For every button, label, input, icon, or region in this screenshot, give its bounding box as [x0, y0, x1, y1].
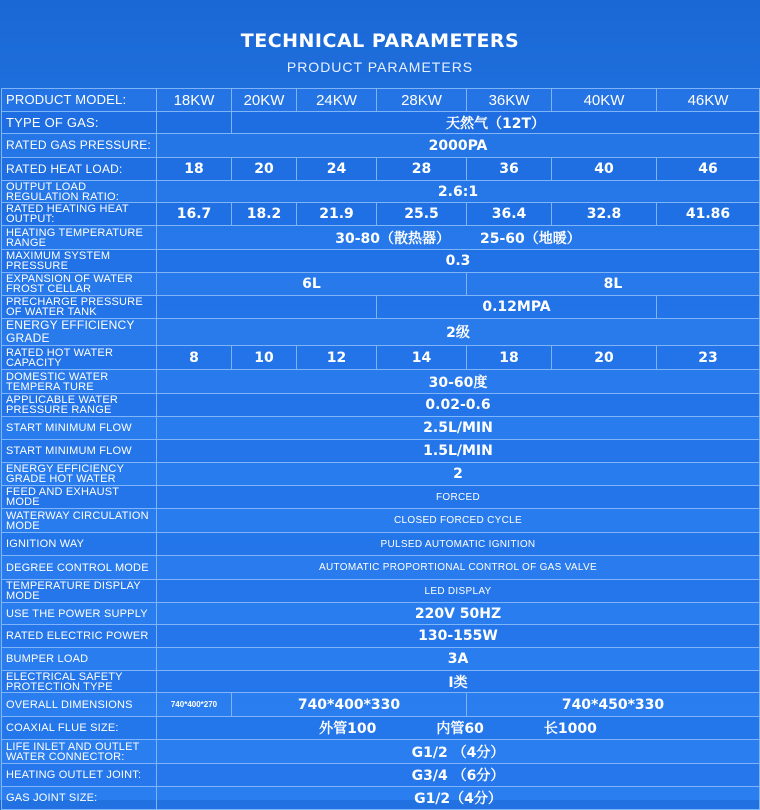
value-cell: 40: [552, 158, 657, 181]
model-cell: 18KW: [157, 89, 232, 112]
value-cell: 36: [467, 158, 552, 181]
table-row: [2, 556, 760, 580]
flue-outer: 外管100: [319, 721, 377, 737]
model-cell: 20KW: [232, 89, 297, 112]
value-cell: 0.12MPA: [377, 296, 657, 319]
value-cell: G1/2 （4分）: [157, 740, 760, 764]
value-cell: 2.6:1: [157, 181, 760, 203]
row-label: TEMPERATURE DISPLAY MODE: [2, 580, 157, 603]
page-header: [0, 0, 760, 88]
value-cell: 30-60度: [157, 370, 760, 394]
value-cell: 8L: [467, 273, 760, 296]
value-cell: 32.8: [552, 203, 657, 226]
table-row: [2, 603, 760, 625]
value-cell: 130-155W: [157, 625, 760, 648]
table-row: [2, 250, 760, 273]
value-cell: 12: [297, 346, 377, 370]
row-label: FEED AND EXHAUST MODE: [2, 486, 157, 509]
value-cell: 25.5: [377, 203, 467, 226]
value-cell: 18.2: [232, 203, 297, 226]
row-label: ENERGY EFFICIENCY GRADE HOT WATER: [2, 463, 157, 486]
row-label: RATED HEAT LOAD:: [2, 158, 157, 181]
value-cell: 20: [232, 158, 297, 181]
row-label: PRODUCT MODEL:: [2, 89, 157, 112]
model-cell: 40KW: [552, 89, 657, 112]
table-row: [2, 226, 760, 250]
value-cell: I类: [157, 671, 760, 693]
row-label: WATERWAY CIRCULATION MODE: [2, 509, 157, 533]
empty-cell: [657, 296, 760, 319]
row-label: RATED ELECTRIC POWER: [2, 625, 157, 648]
row-label: DOMESTIC WATER TEMPERA TURE: [2, 370, 157, 394]
value-cell: [157, 226, 760, 250]
value-cell: CLOSED FORCED CYCLE: [157, 509, 760, 533]
row-label: HEATING OUTLET JOINT:: [2, 764, 157, 787]
value-cell: 28: [377, 158, 467, 181]
value-cell: 2级: [157, 319, 760, 346]
row-label: RATED HEATING HEAT OUTPUT:: [2, 203, 157, 226]
page-title: TECHNICAL PARAMETERS: [240, 30, 520, 52]
value-cell: 0.3: [157, 250, 760, 273]
value-cell: 8: [157, 346, 232, 370]
value-cell: 10: [232, 346, 297, 370]
value-cell: 1.5L/MIN: [157, 440, 760, 463]
model-cell: 24KW: [297, 89, 377, 112]
table-row: [2, 764, 760, 787]
value-cell: 2.5L/MIN: [157, 417, 760, 440]
table-row: [2, 296, 760, 319]
value-cell: PULSED AUTOMATIC IGNITION: [157, 533, 760, 556]
row-label: LIFE INLET AND OUTLET WATER CONNECTOR:: [2, 740, 157, 764]
row-label: ELECTRICAL SAFETY PROTECTION TYPE: [2, 671, 157, 693]
value-cell: 24: [297, 158, 377, 181]
empty-cell: [157, 296, 377, 319]
heating-range-radiator: 30-80（散热器）: [335, 230, 450, 247]
value-cell: 220V 50HZ: [157, 603, 760, 625]
row-label: ENERGY EFFICIENCY GRADE: [2, 319, 157, 346]
table-row: [2, 112, 760, 134]
row-label: DEGREE CONTROL MODE: [2, 556, 157, 580]
value-cell: 21.9: [297, 203, 377, 226]
value-cell: 16.7: [157, 203, 232, 226]
table-row: [2, 486, 760, 509]
value-cell: 3A: [157, 648, 760, 671]
table-row: [2, 319, 760, 346]
row-label: OUTPUT LOAD REGULATION RATIO:: [2, 181, 157, 203]
value-cell: 36.4: [467, 203, 552, 226]
table-row: [2, 181, 760, 203]
model-cell: 28KW: [377, 89, 467, 112]
row-label: START MINIMUM FLOW: [2, 417, 157, 440]
table-row: [2, 717, 760, 740]
table-row: [2, 648, 760, 671]
row-label: MAXIMUM SYSTEM PRESSURE: [2, 250, 157, 273]
table-row: [2, 463, 760, 486]
flue-inner: 内管60: [436, 721, 484, 737]
value-cell: 20: [552, 346, 657, 370]
value-cell: 14: [377, 346, 467, 370]
value-cell: [157, 717, 760, 740]
table-row: [2, 580, 760, 603]
table-row: [2, 533, 760, 556]
row-label: GAS JOINT SIZE:: [2, 787, 157, 810]
value-cell: G3/4 （6分）: [157, 764, 760, 787]
value-cell: 2000PA: [157, 134, 760, 158]
value-cell: 2: [157, 463, 760, 486]
row-label: RATED HOT WATER CAPACITY: [2, 346, 157, 370]
value-cell: 41.86: [657, 203, 760, 226]
row-label: RATED GAS PRESSURE:: [2, 134, 157, 158]
flue-length: 长1000: [543, 721, 597, 737]
model-cell: 46KW: [657, 89, 760, 112]
table-row: [2, 89, 760, 112]
table-row: [2, 158, 760, 181]
table-row: [2, 417, 760, 440]
table-row: [2, 625, 760, 648]
value-cell: 18: [157, 158, 232, 181]
table-row: [2, 134, 760, 158]
value-cell: 740*450*330: [467, 693, 760, 717]
heating-range-floor: 25-60（地暖）: [480, 230, 581, 247]
row-label: TYPE OF GAS:: [2, 112, 157, 134]
value-cell: 18: [467, 346, 552, 370]
table-row: [2, 203, 760, 226]
table-row: [2, 370, 760, 394]
page-subtitle: PRODUCT PARAMETERS: [286, 59, 474, 75]
model-cell: 36KW: [467, 89, 552, 112]
row-label: USE THE POWER SUPPLY: [2, 603, 157, 625]
row-label: COAXIAL FLUE SIZE:: [2, 717, 157, 740]
value-cell: 46: [657, 158, 760, 181]
value-cell: LED DISPLAY: [157, 580, 760, 603]
row-label: OVERALL DIMENSIONS: [2, 693, 157, 717]
row-label: PRECHARGE PRESSURE OF WATER TANK: [2, 296, 157, 319]
value-cell: 0.02-0.6: [157, 394, 760, 417]
table-row: [2, 440, 760, 463]
value-cell: G1/2（4分）: [157, 787, 760, 810]
value-cell: 740*400*330: [232, 693, 467, 717]
table-row: [2, 346, 760, 370]
technical-parameters-table: [1, 88, 760, 810]
table-row: [2, 740, 760, 764]
value-cell: 天然气（12T）: [232, 112, 760, 134]
value-cell: FORCED: [157, 486, 760, 509]
table-row: [2, 509, 760, 533]
row-label: EXPANSION OF WATER FROST CELLAR: [2, 273, 157, 296]
value-cell: AUTOMATIC PROPORTIONAL CONTROL OF GAS VALVE: [157, 556, 760, 580]
row-label: BUMPER LOAD: [2, 648, 157, 671]
table-row: [2, 787, 760, 810]
row-label: APPLICABLE WATER PRESSURE RANGE: [2, 394, 157, 417]
table-row: [2, 693, 760, 717]
value-cell: 740*400*270: [157, 693, 232, 717]
row-label: IGNITION WAY: [2, 533, 157, 556]
table-row: [2, 671, 760, 693]
table-row: [2, 394, 760, 417]
value-cell: 6L: [157, 273, 467, 296]
row-label: HEATING TEMPERATURE RANGE: [2, 226, 157, 250]
row-label: START MINIMUM FLOW: [2, 440, 157, 463]
value-cell: 23: [657, 346, 760, 370]
empty-cell: [157, 112, 232, 134]
table-row: [2, 273, 760, 296]
